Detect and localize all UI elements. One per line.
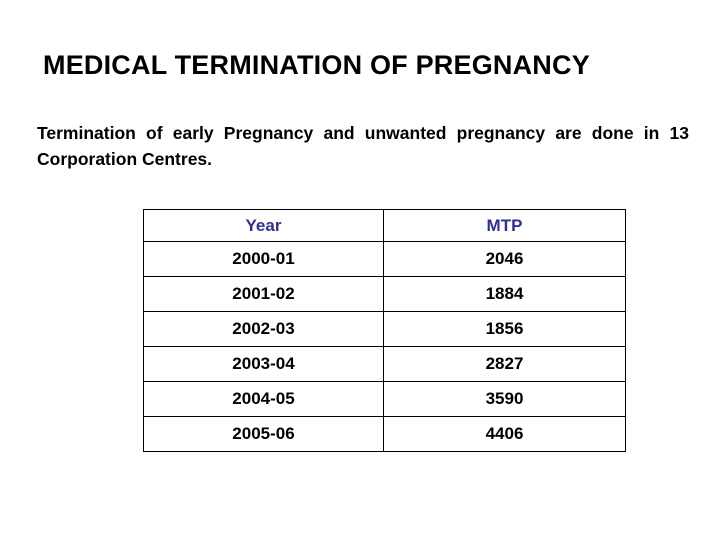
column-header-year: Year: [144, 210, 384, 242]
year-cell: 2000-01: [144, 242, 384, 277]
page-title: MEDICAL TERMINATION OF PREGNANCY: [43, 50, 590, 80]
year-cell: 2004-05: [144, 382, 384, 417]
intro-paragraph: Termination of early Pregnancy and unwanted pregnancy are done in 13 Corporation Centres.: [37, 123, 689, 169]
year-cell: 2001-02: [144, 277, 384, 312]
mtp-table: [143, 209, 626, 452]
mtp-cell: 1856: [384, 312, 626, 347]
year-cell: 2003-04: [144, 347, 384, 382]
year-cell: 2005-06: [144, 417, 384, 452]
table-row: [144, 347, 626, 382]
table-row: [144, 242, 626, 277]
mtp-cell: 4406: [384, 417, 626, 452]
table-row: [144, 312, 626, 347]
table-row: [144, 417, 626, 452]
mtp-cell: 2827: [384, 347, 626, 382]
mtp-cell: 3590: [384, 382, 626, 417]
mtp-cell: 1884: [384, 277, 626, 312]
table-row: [144, 277, 626, 312]
column-header-mtp: MTP: [384, 210, 626, 242]
table-header-row: [144, 210, 626, 242]
table-row: [144, 382, 626, 417]
year-cell: 2002-03: [144, 312, 384, 347]
mtp-cell: 2046: [384, 242, 626, 277]
